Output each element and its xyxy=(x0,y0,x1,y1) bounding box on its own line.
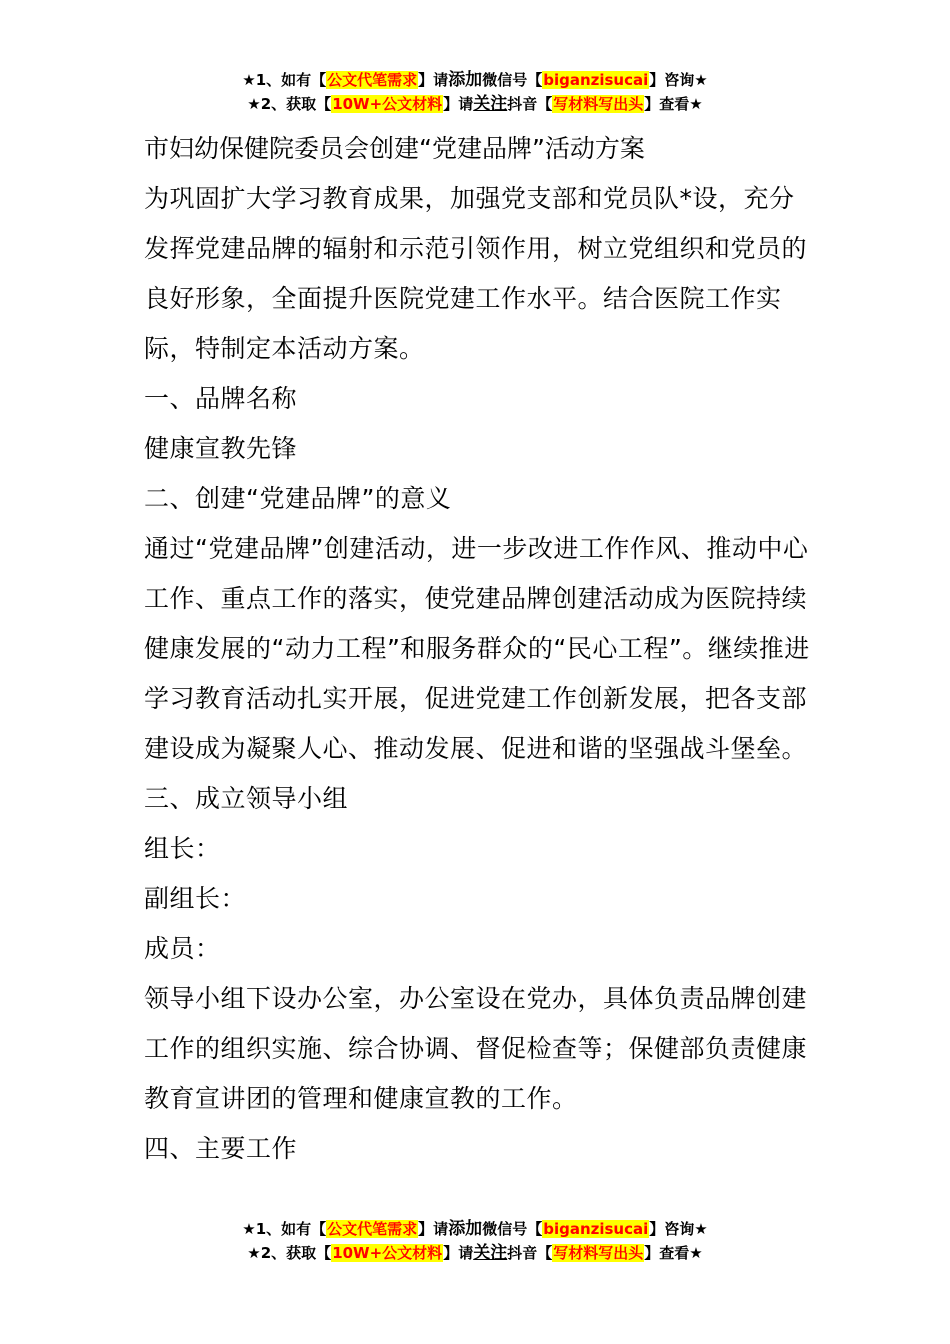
footer-banner xyxy=(0,1217,950,1265)
header-banner xyxy=(0,68,950,116)
section-heading: 一、品牌名称 xyxy=(144,384,298,413)
banner-highlight: 10W+公文材料 xyxy=(332,1244,443,1262)
section-heading: 三、成立领导小组 xyxy=(144,784,349,813)
banner-douyin-id: 写材料写出头 xyxy=(553,95,644,113)
banner-line-1: ★1、如有【公文代笔需求】请添加微信号【biganzisucai】咨询★ xyxy=(242,70,708,90)
banner-line-2: ★2、获取【10W+公文材料】请关注抖音【写材料写出头】查看★ xyxy=(247,1243,703,1263)
document-body xyxy=(144,124,812,1174)
brand-name: 健康宣教先锋 xyxy=(144,434,298,463)
document-title: 市妇幼保健院委员会创建“党建品牌”活动方案 xyxy=(144,134,645,163)
deputy-leader-line: 副组长： xyxy=(144,884,247,913)
section-heading: 二、创建“党建品牌”的意义 xyxy=(144,484,452,513)
banner-highlight: 公文代笔需求 xyxy=(327,71,418,89)
banner-line-2: ★2、获取【10W+公文材料】请关注抖音【写材料写出头】查看★ xyxy=(247,94,703,114)
banner-douyin-id: 写材料写出头 xyxy=(553,1244,644,1262)
banner-highlight: 公文代笔需求 xyxy=(327,1220,418,1238)
intro-paragraph: 为巩固扩大学习教育成果，加强党支部和党员队*设，充分发挥党建品牌的辐射和示范引领作用，树立党组织和党员的良好形象，全面提升医院党建工作水平。结合医院工作实际，特制定本活动方案。 xyxy=(144,184,808,363)
leader-line: 组长： xyxy=(144,834,221,863)
office-paragraph: 领导小组下设办公室，办公室设在党办，具体负责品牌创建工作的组织实施、综合协调、督促检查等；保健部负责健康教育宣讲团的管理和健康宣教的工作。 xyxy=(144,984,808,1113)
banner-line-1: ★1、如有【公文代笔需求】请添加微信号【biganzisucai】咨询★ xyxy=(242,1219,708,1239)
section-heading: 四、主要工作 xyxy=(144,1134,298,1163)
members-line: 成员： xyxy=(144,934,221,963)
banner-wechat-id: biganzisucai xyxy=(543,71,649,89)
banner-wechat-id: biganzisucai xyxy=(543,1220,649,1238)
significance-paragraph: 通过“党建品牌”创建活动，进一步改进工作作风、推动中心工作、重点工作的落实，使党建品牌创建活动成为医院持续健康发展的“动力工程”和服务群众的“民心工程”。继续推进学习教育活动扎实开展，促进党建工作创新发展，把各支部建设成为凝聚人心、推动发展、促进和谐的坚强战斗堡垒。 xyxy=(144,534,810,763)
banner-highlight: 10W+公文材料 xyxy=(332,95,443,113)
